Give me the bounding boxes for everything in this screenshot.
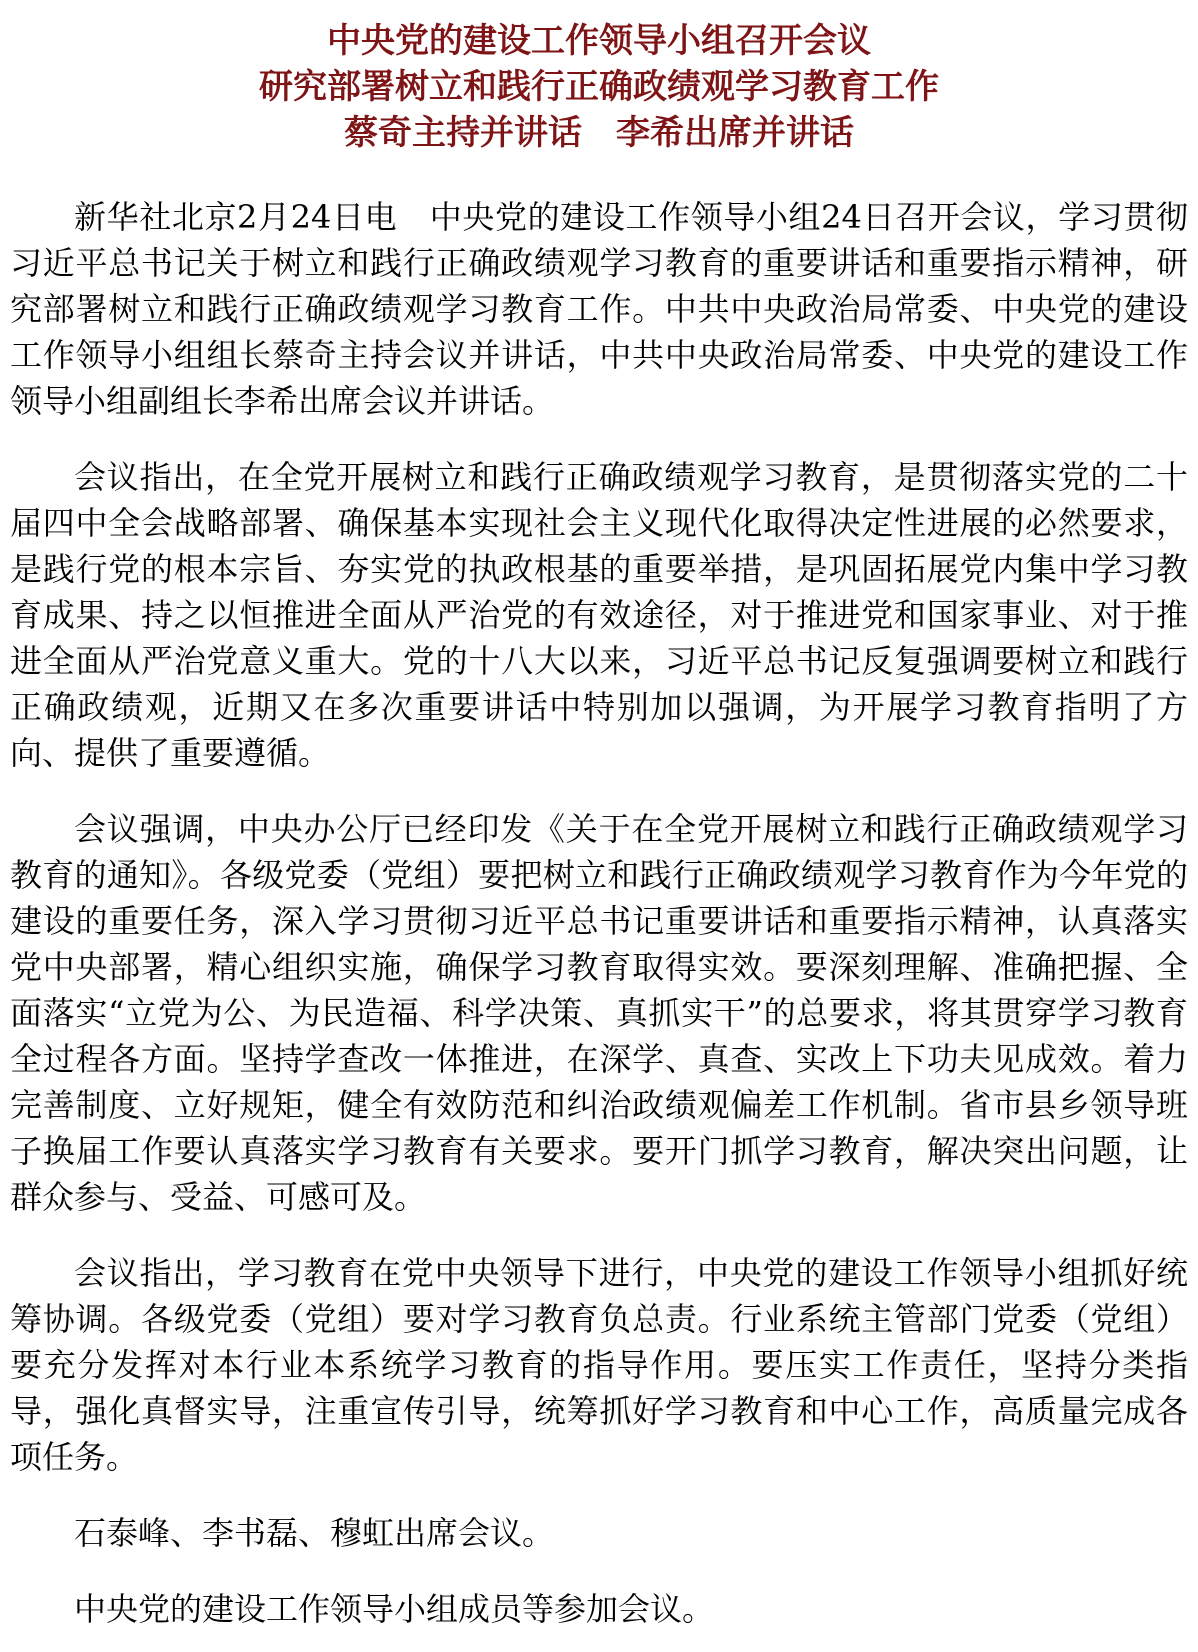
paragraph-dateline-lead: 新华社北京2月24日电 中央党的建设工作领导小组24日召开会议，学习贯彻习近平总书记关于树立和践行正确政绩观学习教育的重要讲话和重要指示精神，研究部署树立和践行正确政绩观学习教育工作。中共中央政治局常委、中央党的建设工作领导小组组长蔡奇主持会议并讲话，中共中央政治局常委、中央党的建设工作领导小组副组长李希出席会议并讲话。 [10,198,1188,420]
paragraph-meeting-pointed-out-leadership: 会议指出，学习教育在党中央领导下进行，中央党的建设工作领导小组抓好统筹协调。各级党委（党组）要对学习教育负总责。行业系统主管部门党委（党组）要充分发挥对本行业本系统学习教育的指导作用。要压实工作责任，坚持分类指导，强化真督实导，注重宣传引导，统筹抓好学习教育和中心工作，高质量完成各项任务。 [10,1254,1188,1476]
article-title [10,12,1188,156]
article-title-line-1: 中央党的建设工作领导小组召开会议 [327,21,871,61]
paragraph-meeting-pointed-out-significance: 会议指出，在全党开展树立和践行正确政绩观学习教育，是贯彻落实党的二十届四中全会战略部署、确保基本实现社会主义现代化取得决定性进展的必然要求，是践行党的根本宗旨、夯实党的执政根基的重要举措，是巩固拓展党内集中学习教育成果、持之以恒推进全面从严治党的有效途径，对于推进党和国家事业、对于推进全面从严治党意义重大。党的十八大以来，习近平总书记反复强调要树立和践行正确政绩观，近期又在多次重要讲话中特别加以强调，为开展学习教育指明了方向、提供了重要遵循。 [10,458,1188,772]
paragraph-participants: 中央党的建设工作领导小组成员等参加会议。 [74,1590,715,1628]
article-title-line-3: 蔡奇主持并讲话 李希出席并讲话 [344,113,854,153]
paragraph-attendees: 石泰峰、李书磊、穆虹出席会议。 [74,1514,555,1552]
paragraph-meeting-emphasized-notice: 会议强调，中央办公厅已经印发《关于在全党开展树立和践行正确政绩观学习教育的通知》。各级党委（党组）要把树立和践行正确政绩观学习教育作为今年党的建设的重要任务，深入学习贯彻习近平总书记重要讲话和重要指示精神，认真落实党中央部署，精心组织实施，确保学习教育取得实效。要深刻理解、准确把握、全面落实“立党为公、为民造福、科学决策、真抓实干”的总要求，将其贯穿学习教育全过程各方面。坚持学查改一体推进，在深学、真查、实改上下功夫见成效。着力完善制度、立好规矩，健全有效防范和纠治政绩观偏差工作机制。省市县乡领导班子换届工作要认真落实学习教育有关要求。要开门抓学习教育，解决突出问题，让群众参与、受益、可感可及。 [10,810,1188,1216]
article-title-line-2: 研究部署树立和践行正确政绩观学习教育工作 [259,67,939,107]
